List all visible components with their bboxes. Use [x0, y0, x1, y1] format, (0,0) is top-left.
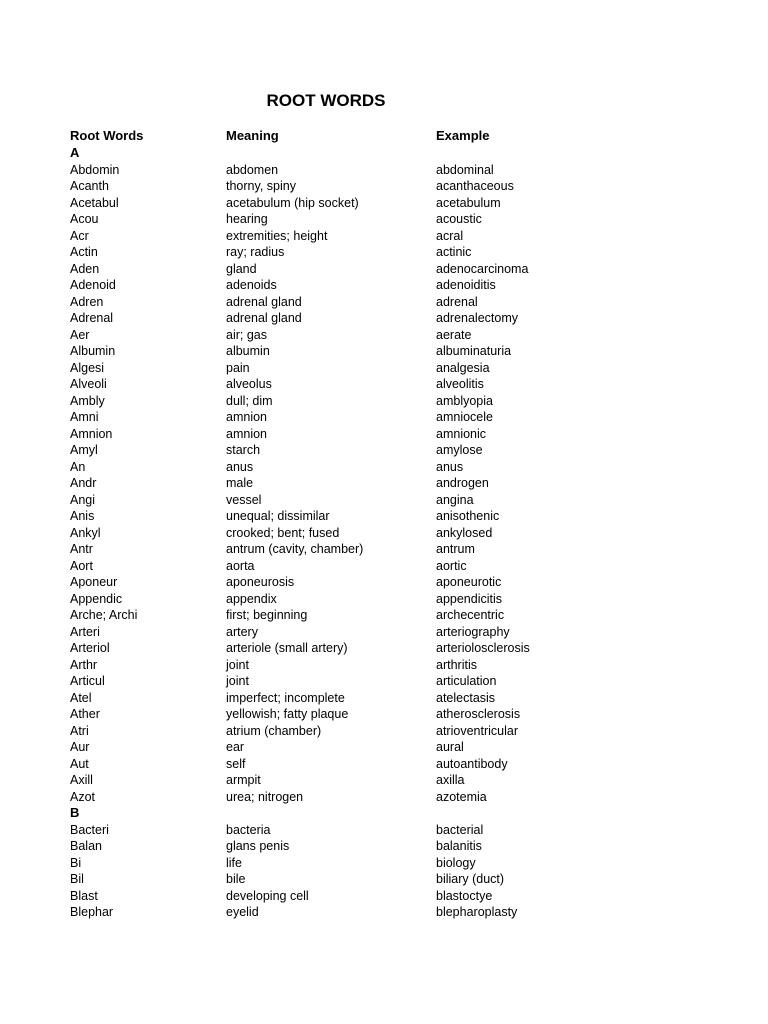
root-word: Adenoid [70, 278, 116, 292]
meaning: artery [226, 624, 258, 639]
list-item [70, 673, 690, 690]
root-word: Atri [70, 723, 89, 738]
example: balanitis [436, 839, 482, 853]
root-word: Acetabul [70, 195, 119, 210]
example: blepharoplasty [436, 905, 518, 919]
root-word: Ambly [70, 393, 105, 408]
list-item [70, 855, 690, 872]
example: aural [436, 740, 464, 754]
example: adenoiditis [436, 278, 496, 292]
root-word: Actin [70, 245, 98, 259]
list-item [70, 723, 690, 740]
meaning: amnion [226, 426, 267, 441]
section-letter: B [70, 805, 80, 820]
meaning: joint [226, 657, 249, 672]
example: atrioventricular [436, 723, 518, 738]
meaning: imperfect; incomplete [226, 690, 345, 705]
example: autoantibody [436, 756, 508, 771]
meaning: air; gas [226, 327, 267, 342]
root-word: Arche; Archi [70, 608, 138, 622]
root-word: Axill [70, 773, 93, 787]
list-item [70, 657, 690, 674]
meaning: atrium (chamber) [226, 723, 322, 738]
meaning: eyelid [226, 905, 259, 919]
example: androgen [436, 476, 489, 490]
root-word: Ankyl [70, 525, 101, 540]
meaning: life [226, 855, 242, 870]
root-word: Azot [70, 789, 96, 804]
root-word: An [70, 459, 86, 474]
example: arthritis [436, 657, 477, 672]
root-word: Andr [70, 476, 97, 490]
meaning: ear [226, 740, 245, 754]
list-item [70, 838, 690, 855]
list-item [70, 904, 690, 921]
example: aponeurotic [436, 575, 502, 589]
root-word: Bacteri [70, 822, 109, 837]
root-word: Amyl [70, 443, 98, 457]
list-item [70, 228, 690, 245]
root-word: Abdomin [70, 162, 120, 177]
root-word: Aponeur [70, 575, 118, 589]
meaning: male [226, 476, 254, 490]
example: actinic [436, 245, 472, 259]
list-item [70, 558, 690, 575]
example: appendicitis [436, 591, 503, 606]
example: aortic [436, 558, 467, 573]
example: aerate [436, 327, 472, 342]
root-word: Bil [70, 872, 84, 886]
meaning: adenoids [226, 278, 277, 292]
meaning: alveolus [226, 377, 272, 391]
list-item [70, 706, 690, 723]
root-word: Balan [70, 839, 102, 853]
example: axilla [436, 773, 465, 787]
list-item [70, 376, 690, 393]
root-word: Angi [70, 492, 96, 507]
meaning: bacteria [226, 822, 271, 837]
root-word: Blast [70, 888, 98, 903]
meaning: urea; nitrogen [226, 789, 304, 804]
example: amniocele [436, 410, 493, 424]
list-item [70, 591, 690, 608]
root-word: Ather [70, 707, 100, 721]
list-item [70, 756, 690, 773]
list-item [70, 162, 690, 179]
header-example: Example [436, 128, 490, 143]
list-item [70, 624, 690, 641]
meaning: armpit [226, 773, 261, 787]
meaning: bile [226, 872, 246, 886]
root-word: Arthr [70, 657, 98, 672]
root-word: Appendic [70, 591, 123, 606]
root-word: Aer [70, 327, 90, 342]
root-word: Acou [70, 212, 99, 226]
meaning: ray; radius [226, 245, 285, 259]
root-word-list [70, 145, 690, 921]
list-item [70, 525, 690, 542]
meaning: yellowish; fatty plaque [226, 707, 349, 721]
example: archecentric [436, 608, 505, 622]
list-item [70, 475, 690, 492]
root-word: Amnion [70, 426, 113, 441]
example: amnionic [436, 426, 487, 441]
meaning: glans penis [226, 839, 290, 853]
example: anisothenic [436, 509, 500, 523]
header-root-words: Root Words [70, 128, 144, 143]
meaning: aorta [226, 558, 255, 573]
example: azotemia [436, 789, 487, 804]
meaning: starch [226, 443, 261, 457]
root-word: Algesi [70, 360, 105, 375]
section-letter-row [70, 145, 690, 162]
root-word: Aort [70, 558, 93, 573]
section-letter: A [70, 145, 80, 160]
list-item [70, 244, 690, 261]
meaning: adrenal gland [226, 294, 302, 309]
meaning: self [226, 756, 246, 771]
root-word: Aur [70, 740, 90, 754]
list-item [70, 888, 690, 905]
meaning: hearing [226, 212, 268, 226]
list-item [70, 789, 690, 806]
list-item [70, 640, 690, 657]
list-item [70, 360, 690, 377]
example: biliary (duct) [436, 872, 505, 886]
section-letter-row [70, 805, 690, 822]
list-item [70, 261, 690, 278]
meaning: pain [226, 360, 250, 375]
list-item [70, 772, 690, 789]
meaning: acetabulum (hip socket) [226, 195, 359, 210]
list-item [70, 607, 690, 624]
list-item [70, 541, 690, 558]
meaning: first; beginning [226, 608, 308, 622]
root-word: Aut [70, 756, 89, 771]
list-item [70, 277, 690, 294]
meaning: adrenal gland [226, 311, 302, 325]
list-item [70, 310, 690, 327]
example: acoustic [436, 212, 482, 226]
example: biology [436, 855, 476, 870]
list-item [70, 195, 690, 212]
example: articulation [436, 674, 497, 688]
example: arteriography [436, 624, 510, 639]
example: blastoctye [436, 888, 493, 903]
list-item [70, 294, 690, 311]
meaning: dull; dim [226, 393, 273, 408]
example: amylose [436, 443, 483, 457]
list-item [70, 690, 690, 707]
meaning: vessel [226, 492, 262, 507]
root-word: Amni [70, 410, 99, 424]
example: adrenal [436, 294, 478, 309]
root-word: Alveoli [70, 377, 107, 391]
meaning: albumin [226, 344, 270, 358]
example: analgesia [436, 360, 490, 375]
meaning: thorny, spiny [226, 179, 296, 193]
meaning: amnion [226, 410, 267, 424]
example: albuminaturia [436, 344, 512, 358]
root-word: Adrenal [70, 311, 114, 325]
example: adrenalectomy [436, 311, 518, 325]
example: antrum [436, 542, 475, 556]
list-item [70, 822, 690, 839]
root-word: Articul [70, 674, 105, 688]
list-item [70, 871, 690, 888]
example: anus [436, 459, 464, 474]
example: atherosclerosis [436, 707, 521, 721]
root-word: Bi [70, 855, 82, 870]
list-item [70, 343, 690, 360]
example: abdominal [436, 162, 494, 177]
example: atelectasis [436, 690, 496, 705]
root-word: Acr [70, 228, 89, 243]
root-word: Albumin [70, 344, 116, 358]
meaning: anus [226, 459, 254, 474]
example: acral [436, 228, 464, 243]
meaning: antrum (cavity, chamber) [226, 542, 364, 556]
example: alveolitis [436, 377, 484, 391]
example: acanthaceous [436, 179, 514, 193]
root-word: Antr [70, 542, 93, 556]
example: amblyopia [436, 393, 493, 408]
root-word: Arteri [70, 624, 100, 639]
column-headers [70, 128, 690, 146]
meaning: developing cell [226, 888, 309, 903]
meaning: extremities; height [226, 228, 328, 243]
root-word: Arteriol [70, 641, 110, 655]
example: arteriolosclerosis [436, 641, 530, 655]
example: acetabulum [436, 195, 501, 210]
root-word: Blephar [70, 905, 114, 919]
example: adenocarcinoma [436, 261, 529, 276]
root-word: Adren [70, 294, 104, 309]
list-item [70, 459, 690, 476]
root-word: Anis [70, 509, 95, 523]
header-meaning: Meaning [226, 128, 279, 143]
list-item [70, 442, 690, 459]
meaning: crooked; bent; fused [226, 525, 340, 540]
list-item [70, 508, 690, 525]
meaning: gland [226, 261, 257, 276]
meaning: aponeurosis [226, 575, 295, 589]
root-word: Acanth [70, 179, 109, 193]
page-title: ROOT WORDS [266, 91, 386, 110]
list-item [70, 492, 690, 509]
root-word: Aden [70, 261, 100, 276]
meaning: arteriole (small artery) [226, 641, 348, 655]
meaning: joint [226, 674, 249, 688]
example: ankylosed [436, 525, 493, 540]
list-item [70, 574, 690, 591]
list-item [70, 426, 690, 443]
list-item [70, 409, 690, 426]
meaning: appendix [226, 591, 277, 606]
example: angina [436, 492, 474, 507]
root-word: Atel [70, 690, 92, 705]
list-item [70, 739, 690, 756]
list-item [70, 211, 690, 228]
meaning: abdomen [226, 162, 279, 177]
list-item [70, 178, 690, 195]
example: bacterial [436, 822, 484, 837]
meaning: unequal; dissimilar [226, 509, 330, 523]
list-item [70, 327, 690, 344]
list-item [70, 393, 690, 410]
